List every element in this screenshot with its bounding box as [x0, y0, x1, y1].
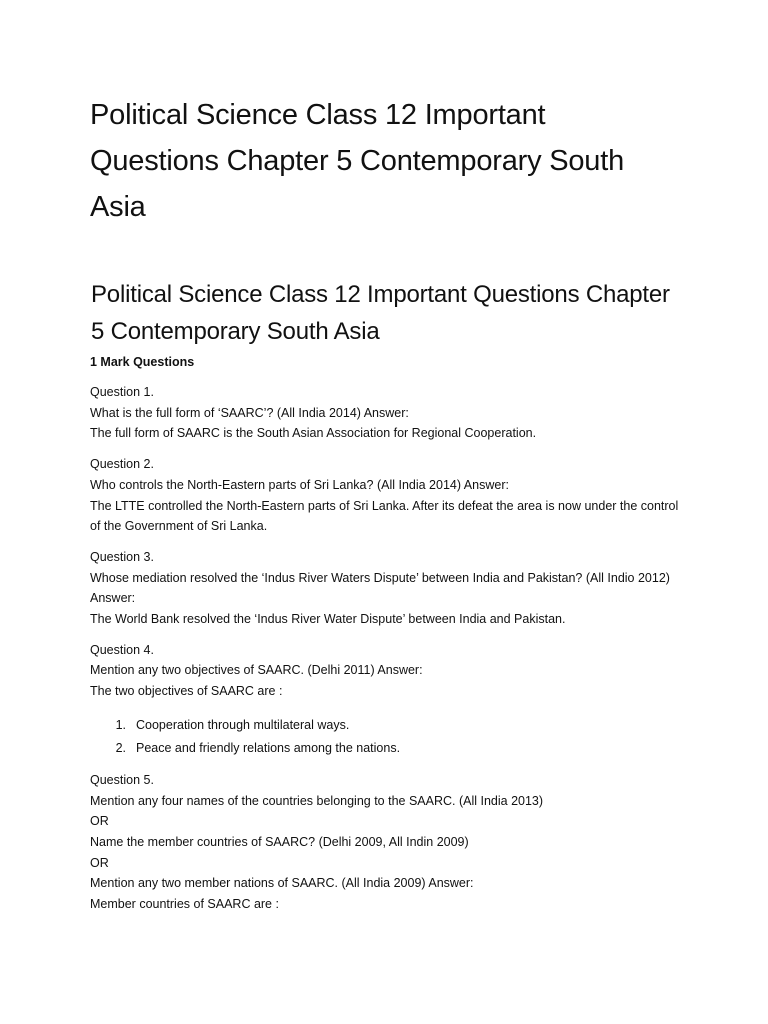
answer-text: The LTTE controlled the North-Eastern parts of Sri Lanka. After its defeat the area is now under the control of the Government of Sri Lanka.: [90, 498, 679, 534]
answer-text: The World Bank resolved the ‘Indus River Water Dispute’ between India and Pakistan.: [90, 612, 566, 627]
question-text: Name the member countries of SAARC? (Delhi 2009, All Indin 2009): [90, 834, 469, 849]
question-text: Who controls the North-Eastern parts of Sri Lanka? (All India 2014) Answer:: [90, 477, 509, 492]
document-heading: Political Science Class 12 Important Questions Chapter 5 Contemporary South Asia: [91, 281, 670, 345]
question-label: Question 1.: [90, 385, 154, 399]
question-block-2: [90, 454, 680, 537]
document-title: Political Science Class 12 Important Questions Chapter 5 Contemporary South Asia: [90, 99, 625, 223]
question-text: What is the full form of ‘SAARC’? (All India 2014) Answer:: [90, 405, 409, 420]
list-item: [90, 737, 680, 760]
or-separator: OR: [90, 855, 109, 870]
list-item-number: 1.: [115, 717, 126, 732]
answer-text: The two objectives of SAARC are :: [90, 684, 283, 699]
question-block-3: [90, 547, 680, 630]
list-item-number: 2.: [115, 740, 126, 755]
question-label: Question 2.: [90, 457, 154, 472]
list-item-text: Cooperation through multilateral ways.: [136, 717, 350, 732]
question-label: Question 5.: [90, 772, 154, 787]
list-item: [90, 714, 680, 737]
question-label: Question 3.: [90, 549, 154, 564]
or-separator: OR: [90, 814, 109, 829]
question-block-1: [90, 382, 680, 444]
question-text: Whose mediation resolved the ‘Indus River Waters Dispute’ between India and Pakistan? (All Indio 2012) Answer:: [90, 570, 670, 606]
question-text: Mention any two member nations of SAARC. (All India 2009) Answer:: [90, 876, 474, 891]
section-label: 1 Mark Questions: [90, 355, 195, 369]
question-block-5: [90, 770, 680, 915]
answer-text: The full form of SAARC is the South Asian Association for Regional Cooperation.: [90, 426, 537, 441]
list-item-text: Peace and friendly relations among the nations.: [136, 740, 401, 755]
document-page: [90, 92, 680, 915]
question-text: Mention any two objectives of SAARC. (Delhi 2011) Answer:: [90, 663, 423, 678]
question-block-4: [90, 640, 680, 702]
answer-text: Member countries of SAARC are :: [90, 897, 279, 912]
question-label: Question 4.: [90, 642, 154, 657]
question-text: Mention any four names of the countries belonging to the SAARC. (All India 2013): [90, 793, 544, 808]
objectives-list: [90, 714, 680, 760]
